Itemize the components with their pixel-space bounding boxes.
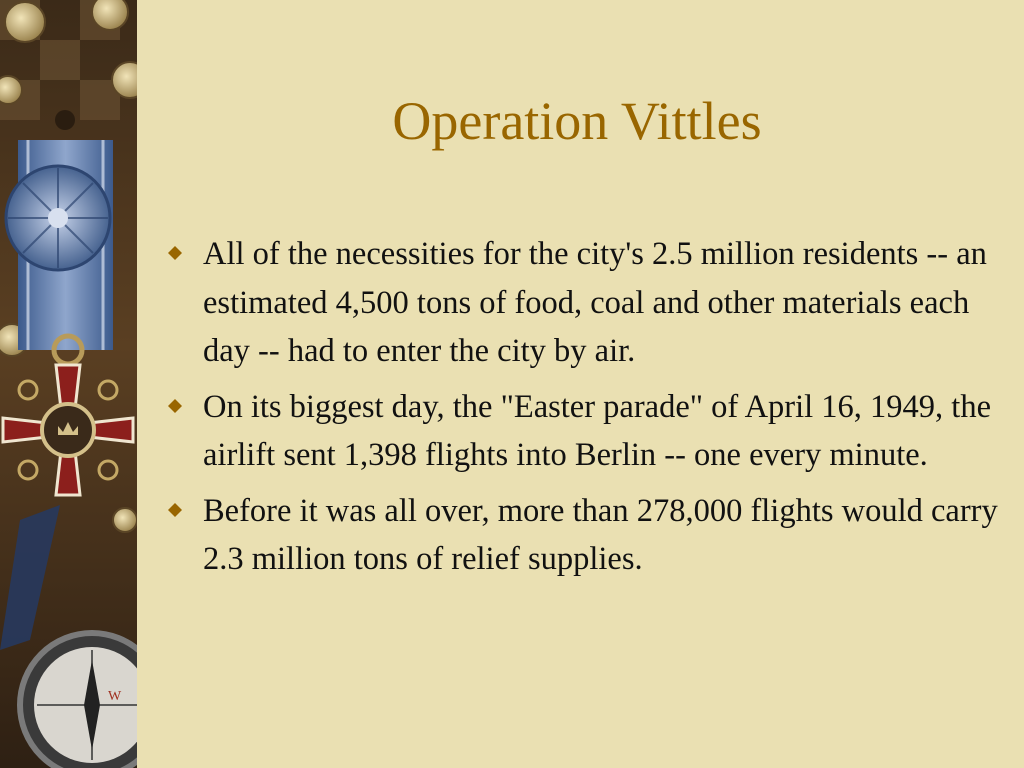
decorative-side-image — [0, 0, 137, 768]
bullet-item — [168, 487, 998, 584]
bullet-text: Before it was all over, more than 278,000 flights would carry 2.3 million tons of relief supplies. — [203, 492, 998, 577]
bullet-item — [168, 383, 998, 480]
slide-title: Operation Vittles — [392, 91, 762, 151]
diamond-bullet-icon — [168, 503, 182, 517]
compass-w-label: W — [108, 689, 122, 704]
bullet-item — [168, 230, 998, 376]
medal-and-compass-image — [0, 0, 137, 768]
bullet-text: All of the necessities for the city's 2.5 million residents -- an estimated 4,500 tons of food, coal and other materials each day -- had to enter the city by air. — [203, 236, 987, 369]
bullet-list — [168, 230, 998, 591]
diamond-bullet-icon — [168, 399, 182, 413]
diamond-bullet-icon — [168, 246, 182, 260]
bullet-text: On its biggest day, the "Easter parade" of April 16, 1949, the airlift sent 1,398 flights into Berlin -- one every minute. — [203, 388, 991, 473]
